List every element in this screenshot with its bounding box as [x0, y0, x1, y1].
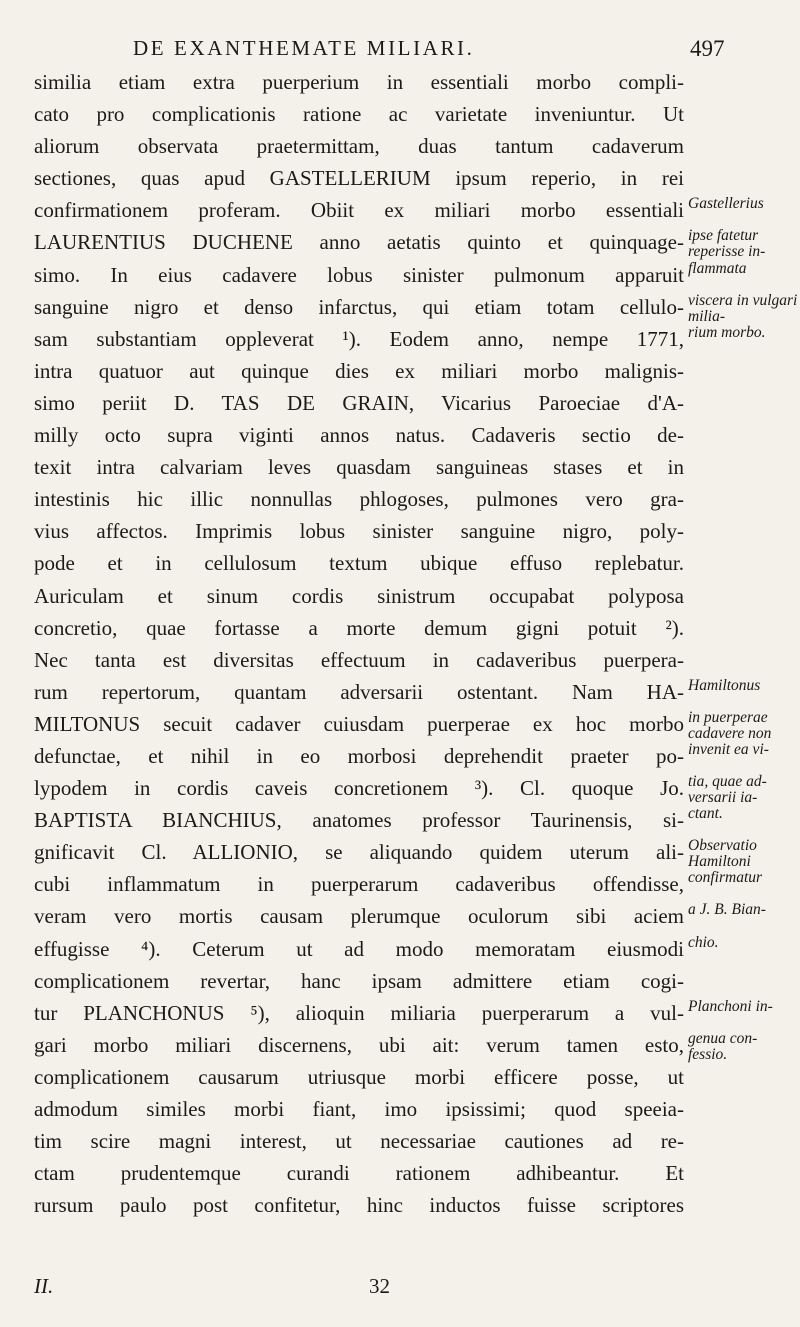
text-line: [34, 96, 794, 128]
text-line: [34, 1059, 794, 1091]
text-line: [34, 1187, 794, 1219]
line-text: sectiones, quas apud GASTELLERIUM ipsum reperio, in rei: [34, 166, 684, 191]
text-line: [34, 1091, 794, 1123]
text-line: [34, 385, 794, 417]
signature-mark: II.: [34, 1274, 54, 1298]
line-text: Auriculam et sinum cordis sinistrum occupabat polyposa: [34, 583, 684, 608]
text-line: [34, 128, 794, 160]
margin-note: in puerperae cadavere non: [688, 708, 772, 742]
line-text: gari morbo miliari discernens, ubi ait: verum tamen esto,: [34, 1032, 684, 1057]
margin-note: ctant.: [688, 805, 723, 823]
line-text: tim scire magni interest, ut necessariae cautiones ad re-: [34, 1129, 684, 1154]
page-number: 497: [690, 36, 725, 61]
margin-note: Observatio Hamiltoni: [688, 837, 757, 871]
margin-note: confirmatur: [688, 869, 763, 887]
line-text: intra quatuor aut quinque dies ex miliari morbo malignis-: [34, 358, 684, 383]
margin-note: invenit ea vi-: [688, 740, 769, 758]
text-line: [34, 995, 794, 1027]
line-text: gnificavit Cl. ALLIONIO, se aliquando quidem uterum ali-: [34, 840, 684, 865]
text-line: [34, 866, 794, 898]
line-text: milly octo supra viginti annos natus. Cadaveris sectio de-: [34, 423, 684, 448]
text-line: [34, 449, 794, 481]
text-line: [34, 1155, 794, 1187]
line-text: admodum similes morbi fiant, imo ipsissimi; quod speeia-: [34, 1097, 684, 1121]
text-line: [34, 1123, 794, 1155]
margin-note: flammata: [688, 259, 747, 277]
line-text: veram vero mortis causam plerumque oculorum sibi aciem: [34, 904, 684, 929]
line-text: concretio, quae fortasse a morte demum gigni potuit ²).: [34, 615, 684, 640]
line-text: ctam prudentemque curandi rationem adhibeantur. Et: [34, 1161, 684, 1186]
margin-note: chio.: [688, 933, 719, 951]
margin-note: a J. B. Bian-: [688, 901, 766, 919]
line-text: tur PLANCHONUS ⁵), alioquin miliaria puerperarum a vul-: [34, 1000, 684, 1025]
margin-note: viscera in vulgari milia-: [688, 291, 798, 325]
page-header: [0, 14, 800, 62]
running-head: DE EXANTHEMATE MILIARI.: [133, 36, 475, 60]
line-text: cato pro complicationis ratione ac varietate inveniuntur. Ut: [34, 102, 684, 127]
margin-note: Gastellerius: [688, 195, 764, 213]
text-line: [34, 578, 794, 610]
line-text: Nec tanta est diversitas effectuum in cadaveribus puerpera-: [34, 647, 684, 672]
text-line: [34, 963, 794, 995]
line-text: lypodem in cordis caveis concretionem ³). Cl. quoque Jo.: [34, 776, 684, 801]
line-text: rursum paulo post confitetur, hinc inductos fuisse scriptores: [34, 1193, 684, 1218]
margin-note: rium morbo.: [688, 323, 766, 341]
line-text: complicationem causarum utriusque morbi efficere posse, ut: [34, 1064, 684, 1089]
text-line: [34, 931, 794, 963]
text-line: [34, 353, 794, 385]
margin-note: Hamiltonus: [688, 676, 761, 694]
body-text: [34, 64, 798, 1219]
text-line: [34, 770, 794, 807]
text-line: [34, 417, 794, 449]
line-text: sanguine nigro et denso infarctus, qui etiam totam cellulo-: [34, 294, 684, 319]
line-text: complicationem revertar, hanc ipsam admittere etiam cogi-: [34, 968, 684, 993]
line-text: sam substantiam oppleverat ¹). Eodem anno, nempe 1771,: [34, 326, 684, 351]
text-line: [34, 706, 794, 742]
line-text: aliorum observata praetermittam, duas tantum cadaverum: [34, 134, 684, 159]
text-line: [34, 834, 794, 871]
line-text: simo periit D. TAS DE GRAIN, Vicarius Paroeciae d'A-: [34, 390, 684, 415]
text-line: [34, 802, 794, 834]
text-line: [34, 738, 794, 770]
line-text: BAPTISTA BIANCHIUS, anatomes professor Taurinensis, si-: [34, 808, 684, 833]
text-line: [34, 257, 794, 289]
text-line: [34, 160, 794, 192]
text-line: [34, 192, 794, 224]
line-text: effugisse ⁴). Ceterum ut ad modo memoratam eiusmodi: [34, 936, 684, 961]
gathering-number: 32: [369, 1274, 390, 1298]
page-footer: [34, 1274, 774, 1304]
text-line: [34, 321, 794, 353]
line-text: similia etiam extra puerperium in essentiali morbo compli-: [34, 70, 684, 94]
line-text: intestinis hic illic nonnullas phlogoses, pulmones vero gra-: [34, 487, 684, 512]
text-line: [34, 610, 794, 642]
line-text: rum repertorum, quantam adversarii ostentant. Nam HA-: [34, 679, 684, 704]
line-text: confirmationem proferam. Obiit ex miliari morbo essentiali: [34, 198, 684, 223]
text-line: [34, 64, 794, 96]
margin-note: tia, quae ad- versarii ia-: [688, 773, 767, 807]
text-line: [34, 674, 794, 706]
line-text: pode et in cellulosum textum ubique effuso replebatur.: [34, 551, 684, 576]
text-line: [34, 289, 798, 325]
text-line: [34, 481, 794, 513]
margin-note: Planchoni in-: [688, 997, 773, 1015]
margin-note: genua con- fessio.: [688, 1029, 758, 1063]
line-text: MILTONUS secuit cadaver cuiusdam puerperae ex hoc morbo: [34, 711, 684, 736]
line-text: texit intra calvariam leves quasdam sanguineas stases et in: [34, 455, 684, 480]
line-text: vius affectos. Imprimis lobus sinister sanguine nigro, poly-: [34, 519, 684, 544]
text-line: [34, 898, 794, 930]
text-line: [34, 513, 794, 545]
line-text: defunctae, et nihil in eo morbosi deprehendit praeter po-: [34, 743, 684, 768]
line-text: LAURENTIUS DUCHENE anno aetatis quinto et quinquage-: [34, 230, 684, 255]
text-line: [34, 224, 794, 261]
line-text: simo. In eius cadavere lobus sinister pulmonum apparuit: [34, 262, 684, 287]
text-line: [34, 642, 794, 674]
margin-note: ipse fatetur reperisse in-: [688, 227, 766, 261]
text-line: [34, 1027, 794, 1063]
line-text: cubi inflammatum in puerperarum cadaveribus offendisse,: [34, 872, 684, 897]
text-line: [34, 545, 794, 577]
